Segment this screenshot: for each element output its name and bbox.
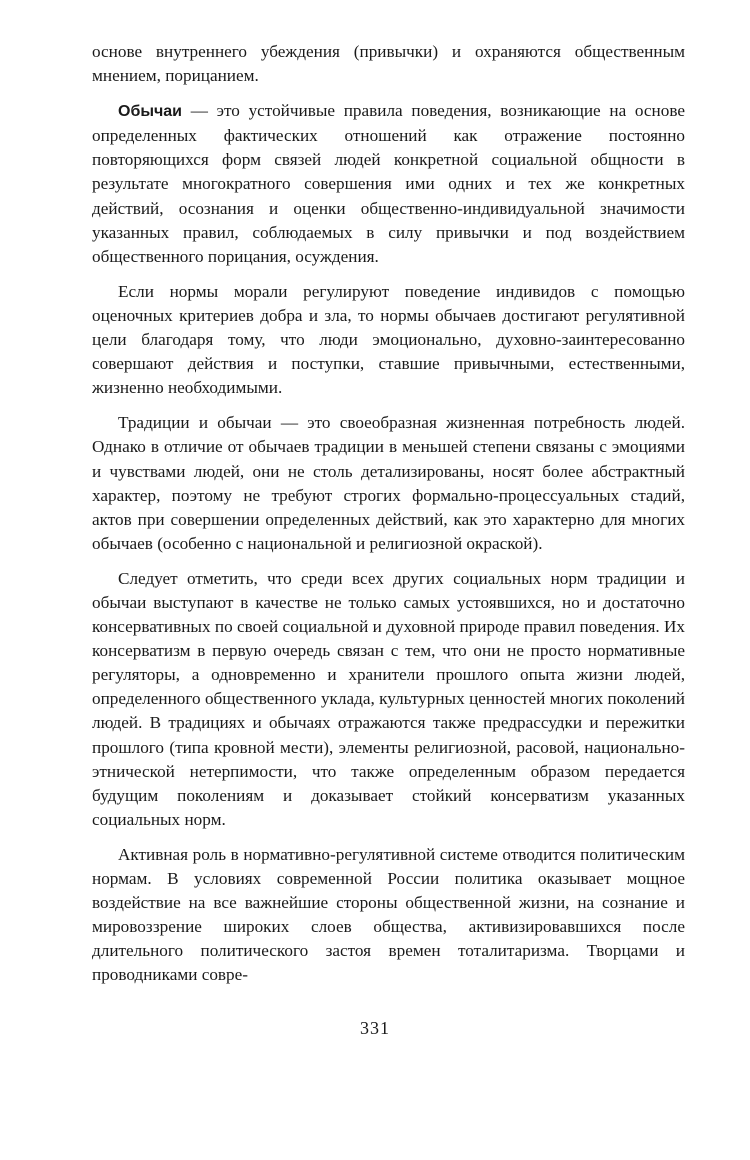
paragraph-4-text: Традиции и обычаи — это своеобразная жизненная потребность людей. Однако в отличие от обычаев традиции в меньшей степени связаны с эмоциями и чувствами людей, они не столь детализированы, носят более абстрактный характер, поэтому не требуют строгих формально-процессуальных стадий, актов при совершении определенных действий, как это характерно для многих обычаев (особенно с национальной и религиозной окраской).: [92, 413, 685, 553]
paragraph-2: [92, 99, 685, 269]
page-number: 331: [360, 1018, 390, 1038]
paragraph-4: [92, 411, 685, 556]
paragraph-3: [92, 280, 685, 400]
paragraph-3-text: Если нормы морали регулируют поведение индивидов с помощью оценочных критериев добра и зла, то нормы обычаев достигают регулятивной цели благодаря тому, что люди эмоционально, духовно-заинтересованно совершают действия и поступки, ставшие привычными, естественными, жизненно необходимыми.: [92, 281, 685, 398]
paragraph-1: [92, 40, 685, 88]
page-text-block: [92, 40, 685, 987]
paragraph-1-text: основе внутреннего убеждения (привычки) и охраняются общественным мнением, порицанием.: [92, 42, 685, 86]
paragraph-2-text: — это устойчивые правила поведения, возникающие на основе определенных фактических отношений как отражение постоянно повторяющихся форм связей людей конкретной социальной общности в результате многократного совершения ими одних и тех же конкретных действий, осознания и оценки общественно-индивидуальной значимости указанных правил, соблюдаемых в силу привычки и под воздействием общественного порицания, осуждения.: [92, 101, 685, 266]
paragraph-6: [92, 843, 685, 988]
paragraph-5: [92, 567, 685, 832]
paragraph-6-text: Активная роль в нормативно-регулятивной системе отводится политическим нормам. В условиях современной России политика оказывает мощное воздействие на все важнейшие стороны общественной жизни, на сознание и мировоззрение широких слоев общества, активизировавшихся после длительного политического застоя времен тоталитаризма. Творцами и проводниками совре-: [92, 844, 685, 985]
paragraph-2-term: Обычаи: [118, 103, 183, 121]
paragraph-5-text: Следует отметить, что среди всех других социальных норм традиции и обычаи выступают в качестве не только самых устоявшихся, но и достаточно консервативных по своей социальной и духовной природе правил поведения. Их консерватизм в первую очередь связан с тем, что они не просто нормативные регуляторы, а одновременно и хранители прошлого опыта жизни людей, определенного общественного уклада, культурных ценностей многих поколений людей. В традициях и обычаях отражаются также предрассудки и пережитки прошлого (типа кровной мести), элементы религиозной, расовой, национально-этнической нетерпимости, что также определенным образом передается будущим поколениям и доказывает стойкий консерватизм указанных социальных норм.: [92, 568, 685, 829]
